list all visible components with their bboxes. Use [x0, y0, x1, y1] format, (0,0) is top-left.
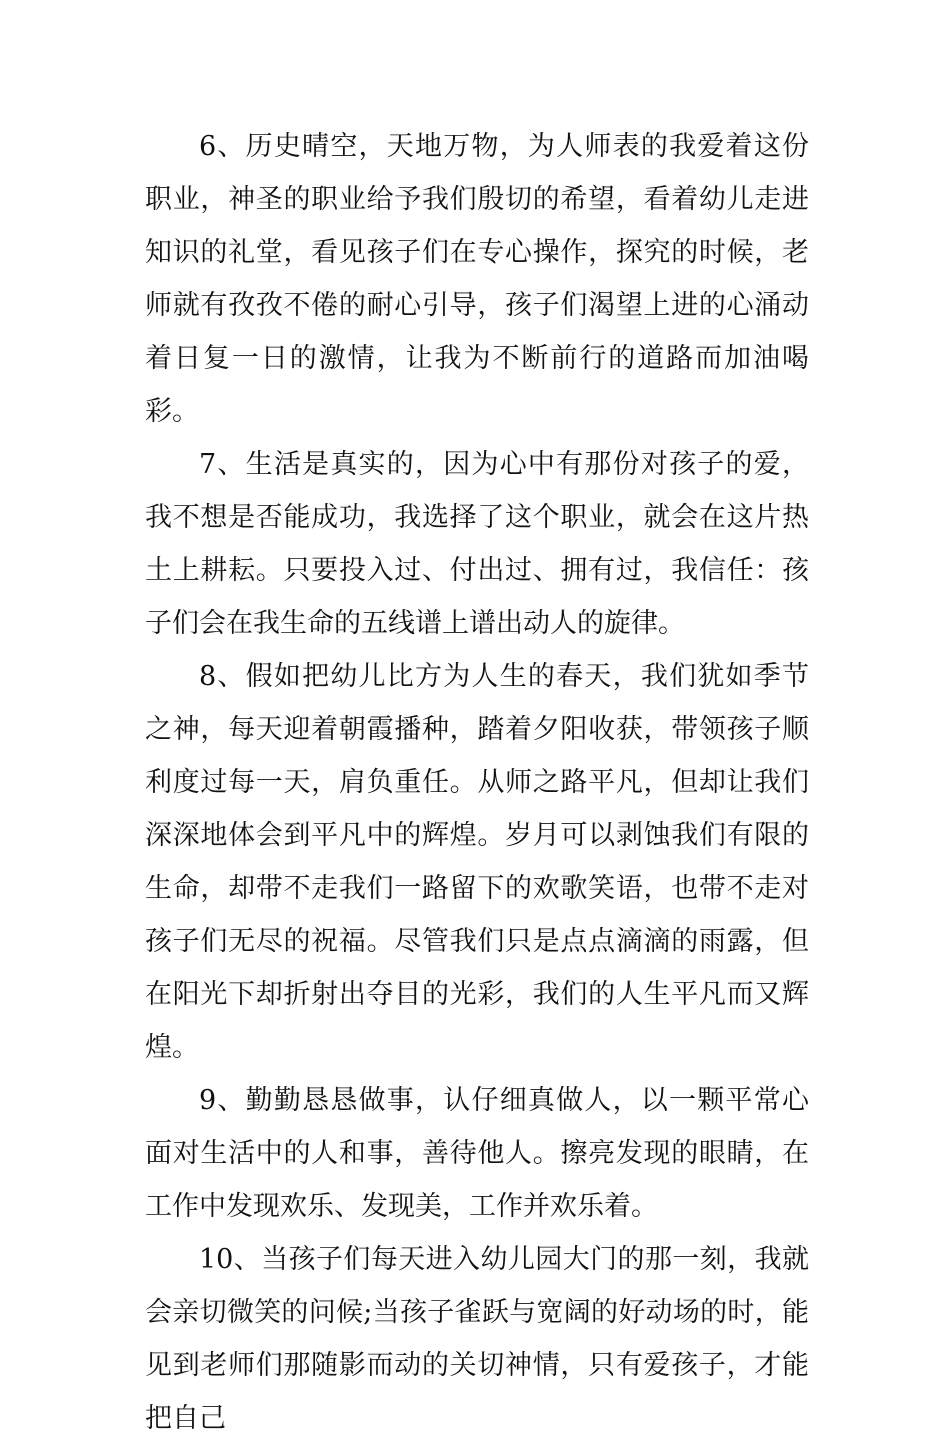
paragraph-6: 6、历史晴空，天地万物，为人师表的我爱着这份职业，神圣的职业给予我们殷切的希望，看着幼儿走进知识的礼堂，看见孩子们在专心操作，探究的时候，老师就有孜孜不倦的耐心引导，孩子们渴望上进的心涌动着日复一日的激情，让我为不断前行的道路而加油喝彩。 — [145, 131, 809, 427]
document-body — [145, 120, 809, 1445]
paragraph-7: 7、生活是真实的，因为心中有那份对孩子的爱，我不想是否能成功，我选择了这个职业，就会在这片热土上耕耘。只要投入过、付出过、拥有过，我信任：孩子们会在我生命的五线谱上谱出动人的旋律。 — [145, 449, 809, 639]
paragraph-9: 9、勤勤恳恳做事，认仔细真做人，以一颗平常心面对生活中的人和事，善待他人。擦亮发现的眼睛，在工作中发现欢乐、发现美，工作并欢乐着。 — [145, 1085, 809, 1222]
paragraph-10: 10、当孩子们每天进入幼儿园大门的那一刻，我就会亲切微笑的问候;当孩子雀跃与宽阔的好动场的时，能见到老师们那随影而动的关切神情，只有爱孩子，才能把自己 — [145, 1244, 809, 1434]
paragraph-8: 8、假如把幼儿比方为人生的春天，我们犹如季节之神，每天迎着朝霞播种，踏着夕阳收获，带领孩子顺利度过每一天，肩负重任。从师之路平凡，但却让我们深深地体会到平凡中的辉煌。岁月可以剥蚀我们有限的生命，却带不走我们一路留下的欢歌笑语，也带不走对孩子们无尽的祝福。尽管我们只是点点滴滴的雨露，但在阳光下却折射出夺目的光彩，我们的人生平凡而又辉煌。 — [145, 661, 809, 1063]
